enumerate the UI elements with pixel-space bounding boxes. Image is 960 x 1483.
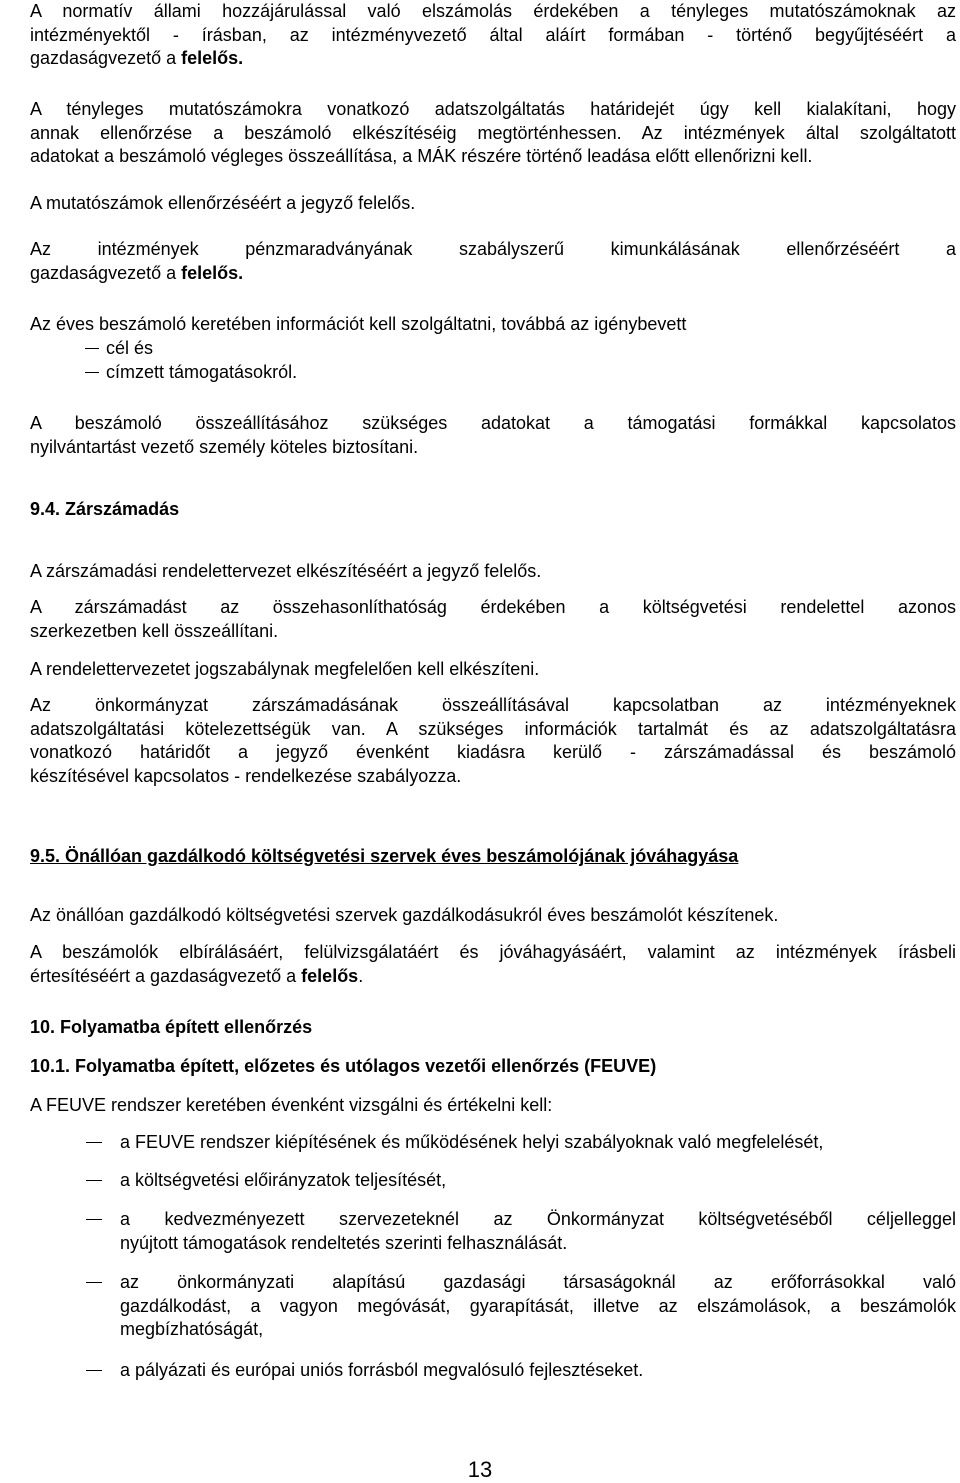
text-line: [30, 965, 956, 989]
text-line: adatokat a beszámoló végleges összeállítása, a MÁK részére történő leadása előtt ellenőrizni kell.: [30, 146, 813, 166]
text-line: A normatív állami hozzájárulással való elszámolás érdekében a tényleges mutatószámoknak az: [30, 1, 956, 21]
bullet-text: az önkormányzati alapítású gazdasági társaságoknál az erőforrásokkal való: [120, 1272, 956, 1292]
bold-text: felelős.: [181, 262, 244, 283]
text-span: értesítéséért a gazdaságvezető a: [30, 965, 302, 986]
paragraph-zarszamadas-jegyzo: [30, 560, 956, 584]
text-line: nyilvántartást vezető személy köteles biztosítani.: [30, 436, 419, 457]
text-span: gazdaságvezető a: [30, 262, 182, 283]
paragraph-normativ: [30, 0, 956, 71]
bullet-text: megbízhatóságát,: [120, 1319, 264, 1339]
section-heading-9-4: 9.4. Zárszámadás: [30, 499, 180, 519]
paragraph-onallo-beszamolo: [30, 904, 956, 928]
heading-text: 9.5. Önállóan gazdálkodó költségvetési szervek éves beszámolójának jóváhagyása: [30, 846, 739, 866]
text-line: A beszámolók elbírálásáért, felülvizsgálatáért és jóváhagyásáért, valamint az intézmények írásbeli: [30, 942, 956, 962]
bullet-text: a költségvetési előirányzatok teljesítését,: [120, 1170, 447, 1190]
bullet-dash: [86, 1180, 102, 1181]
list-item-text: címzett támogatásokról.: [106, 362, 298, 382]
bullet-text: a pályázati és európai uniós forrásból megvalósuló fejlesztéseket.: [120, 1360, 644, 1380]
bullet-text: nyújtott támogatások rendeltetés szerinti felhasználását.: [120, 1232, 568, 1253]
text-line: intézményektől - írásban, az intézményvezető által aláírt formában - történő begyűjtéséért a: [30, 24, 956, 45]
paragraph-zarszamadas-szerkezet: [30, 596, 956, 643]
bold-text: felelős: [301, 965, 359, 986]
paragraph-tamogatasi-nyilvantartas: [30, 412, 956, 459]
bullet-dash: [86, 1142, 102, 1143]
dash-list-item: [106, 337, 153, 361]
text-line: A beszámoló összeállításához szükséges adatokat a támogatási formákkal kapcsolatos: [30, 413, 956, 433]
bullet-dash: [86, 1282, 102, 1283]
text-span: .: [358, 965, 364, 986]
paragraph-eves-beszamolo: [30, 313, 956, 337]
bullet-text: a kedvezményezett szervezeteknél az Önkormányzat költségvetéséből céljelleggel: [120, 1209, 956, 1229]
paragraph-feuve-intro: [30, 1094, 956, 1118]
section-heading-10-1: 10.1. Folyamatba épített, előzetes és utólagos vezetői ellenőrzés (FEUVE): [30, 1056, 657, 1076]
text-line: Az intézmények pénzmaradványának szabályszerű kimunkálásának ellenőrzéséért a: [30, 239, 956, 259]
text-line: szerkezetben kell összeállítani.: [30, 620, 279, 641]
bullet-item: [120, 1271, 956, 1342]
bullet-text: gazdálkodást, a vagyon megóvását, gyarapítását, illetve az elszámolások, a beszámolók: [120, 1295, 956, 1316]
section-heading-10: 10. Folyamatba épített ellenőrzés: [30, 1017, 313, 1037]
bullet-text: a FEUVE rendszer kiépítésének és működésének helyi szabályoknak való megfelelését,: [120, 1132, 824, 1152]
bullet-item: [120, 1208, 956, 1255]
paragraph-rendelettervezet: [30, 658, 956, 682]
dash-list-item: [106, 361, 297, 385]
bold-text: felelős.: [181, 48, 244, 68]
bullet-item: [120, 1169, 956, 1193]
bullet-dash: [86, 1370, 102, 1371]
text-line: [30, 47, 956, 71]
page-number: 13: [467, 1457, 493, 1482]
section-heading-9-5: [30, 845, 738, 869]
bullet-item: [120, 1359, 956, 1383]
text-line: A zárszámadási rendelettervezet elkészítéséért a jegyző felelős.: [30, 561, 542, 581]
bullet-dash: [86, 1219, 102, 1220]
paragraph-mutatoszam-ellenorzes: [30, 192, 956, 216]
text-line: adatszolgáltatási kötelezettségük van. A szükséges információk tartalmát és az adatszolgáltatásra: [30, 718, 956, 739]
list-item-text: cél és: [106, 338, 154, 358]
text-span: gazdaságvezető a: [30, 48, 182, 68]
text-line: Az önállóan gazdálkodó költségvetési szervek gazdálkodásukról éves beszámolót készítenek.: [30, 905, 779, 925]
text-line: A tényleges mutatószámokra vonatkozó adatszolgáltatás határidejét úgy kell kialakítani, hogy: [30, 99, 956, 119]
text-line: Az önkormányzat zárszámadásának összeállításával kapcsolatban az intézményeknek: [30, 695, 956, 715]
text-line: vonatkozó határidőt a jegyző évenként kiadásra kerülő - zárszámadással és beszámoló: [30, 742, 956, 762]
paragraph-penzmaradvany: [30, 238, 956, 285]
text-line: A rendelettervezetet jogszabálynak megfelelően kell elkészíteni.: [30, 659, 540, 679]
text-line: annak ellenőrzése a beszámoló elkészítéséig megtörténhessen. Az intézmények által szolgáltatott: [30, 122, 956, 143]
text-line: A mutatószámok ellenőrzéséért a jegyző felelős.: [30, 193, 416, 213]
text-line: [30, 262, 956, 286]
paragraph-beszamolok-elbiralas: [30, 941, 956, 988]
text-line: A FEUVE rendszer keretében évenként vizsgálni és értékelni kell:: [30, 1095, 553, 1115]
text-line: A zárszámadást az összehasonlíthatóság érdekében a költségvetési rendelettel azonos: [30, 597, 956, 617]
paragraph-mutatoszam-hatarido: [30, 98, 956, 169]
text-line: Az éves beszámoló keretében információt kell szolgáltatni, továbbá az igénybevett: [30, 314, 687, 334]
paragraph-onkormanyzat-zarszamadas: [30, 694, 956, 788]
text-line: készítésével kapcsolatos - rendelkezése szabályozza.: [30, 765, 462, 786]
bullet-item: [120, 1131, 956, 1155]
